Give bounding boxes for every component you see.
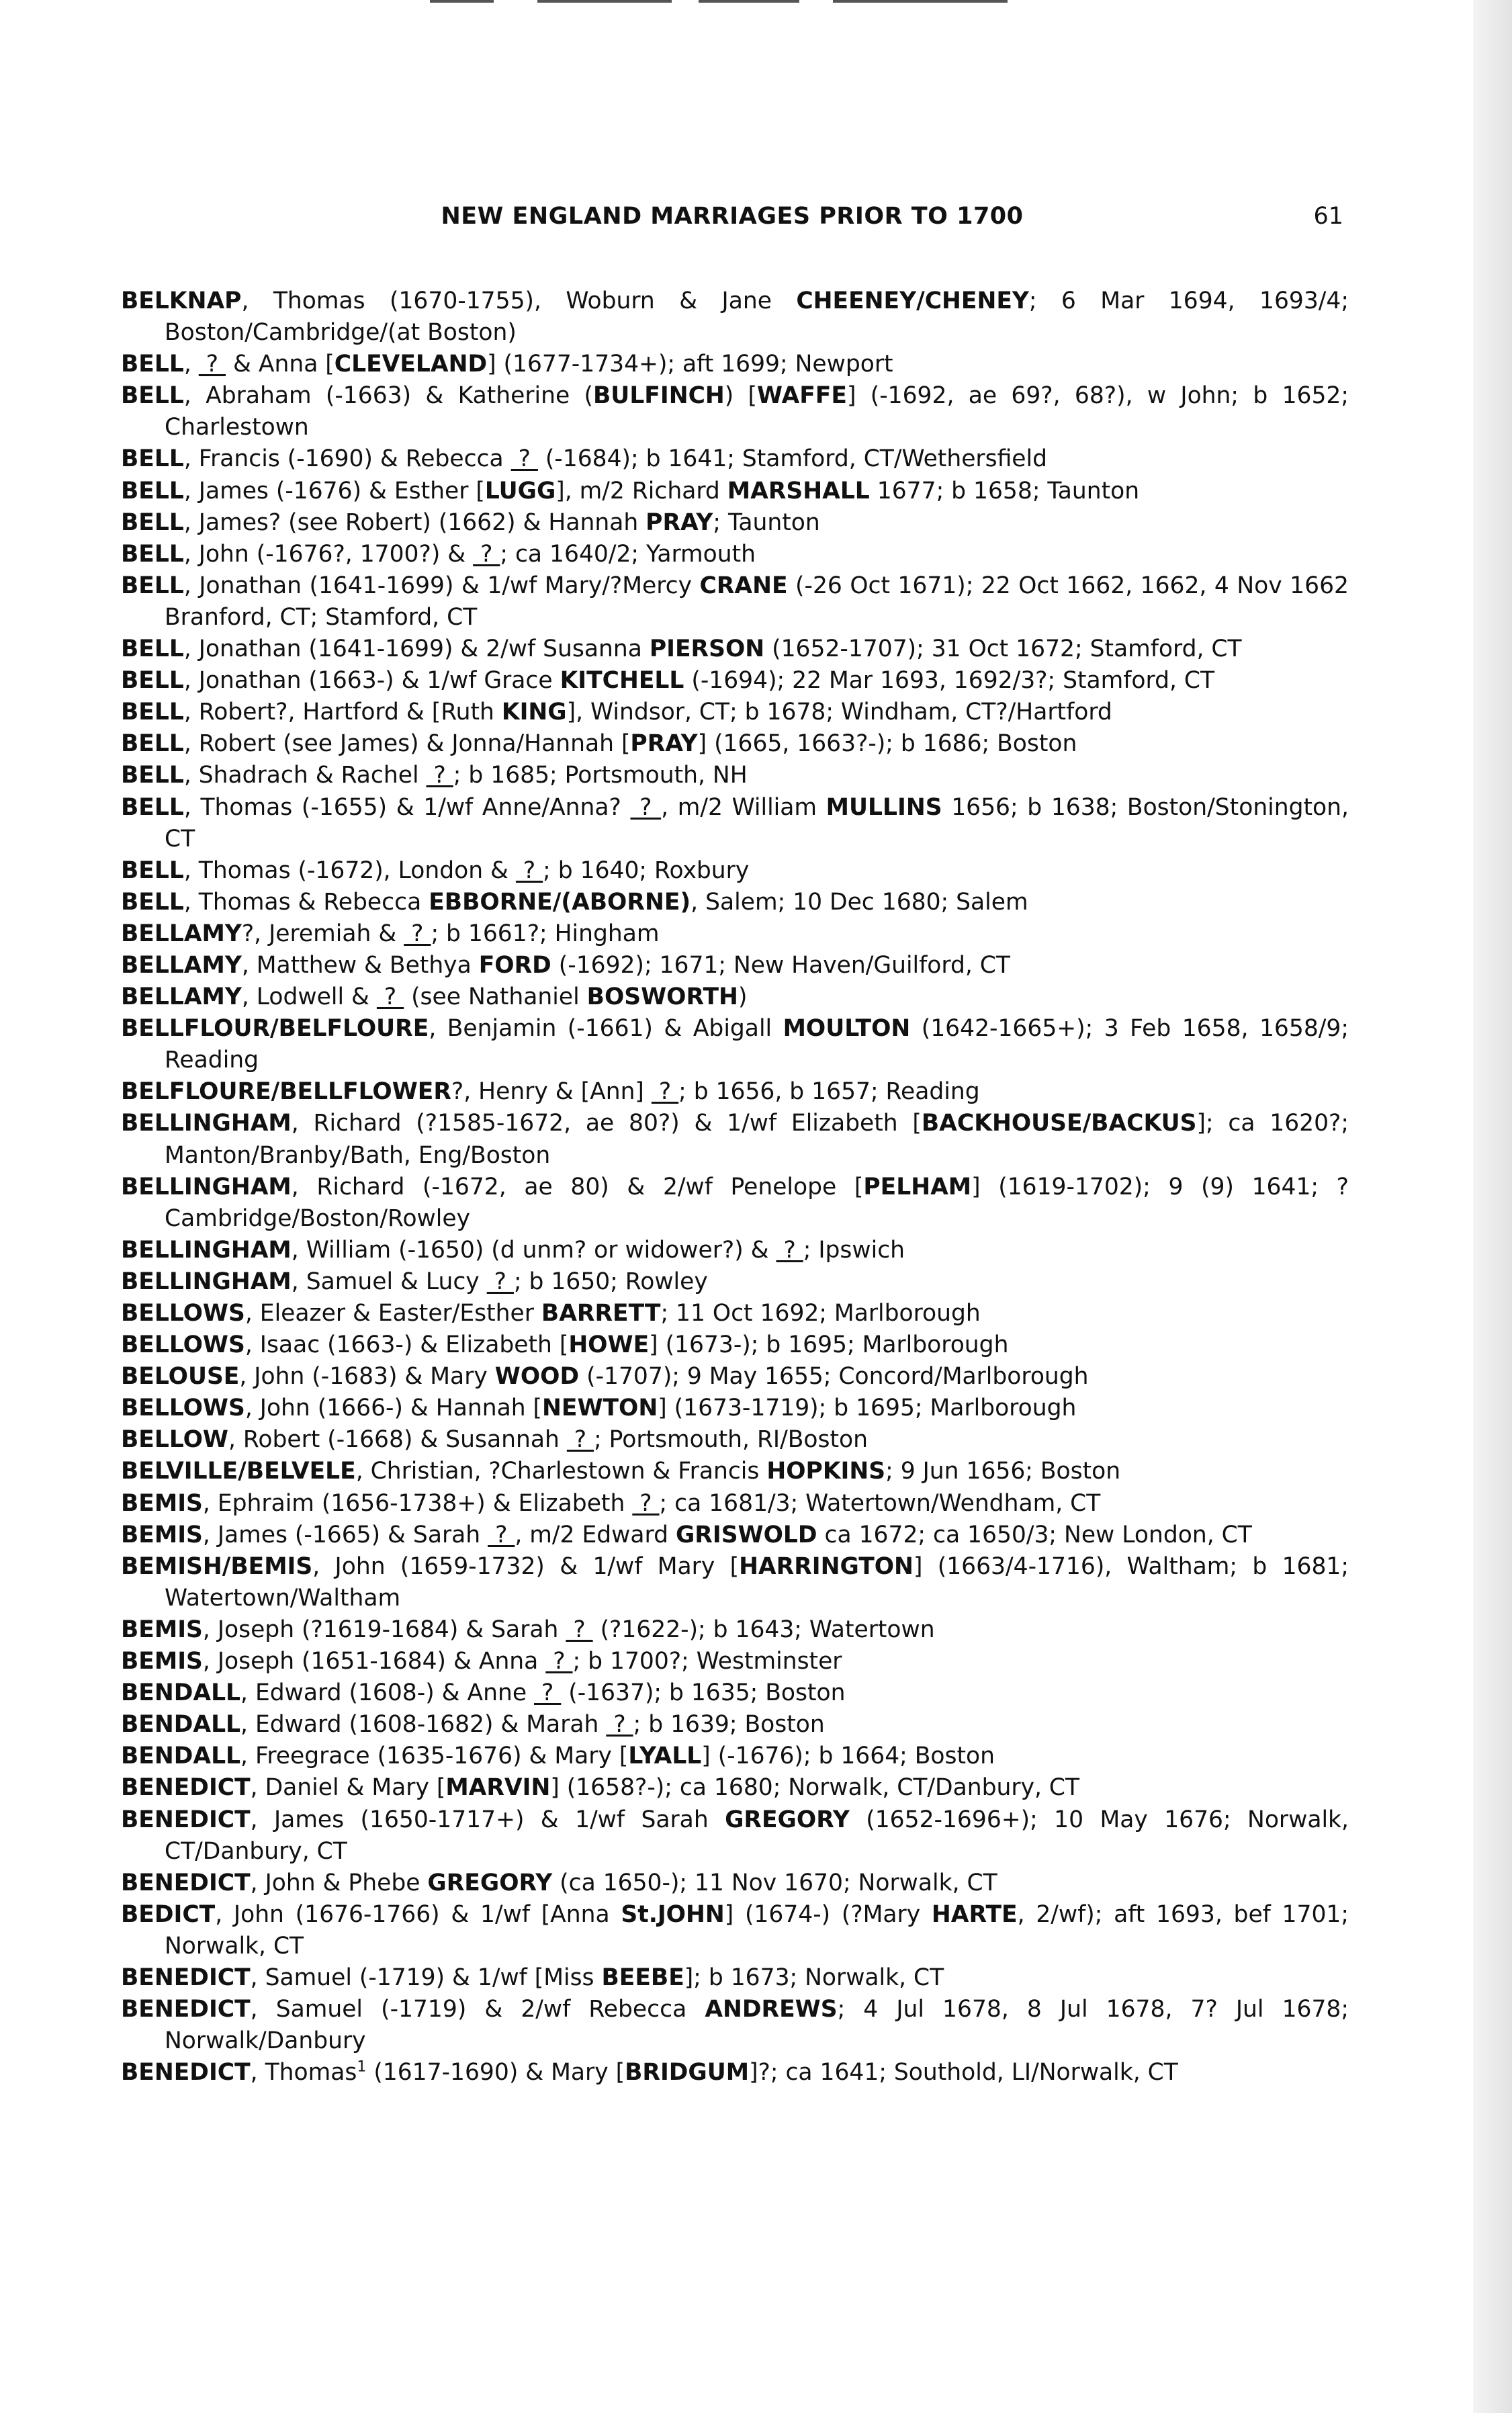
entry-text: 1677; b 1658; Taunton (869, 477, 1140, 504)
marriage-entry (121, 443, 1349, 475)
entry-text: ; Portsmouth, RI/Boston (594, 1426, 868, 1454)
surname: ANDREWS (705, 1996, 838, 2023)
surname: GREGORY (427, 1869, 553, 1896)
marriage-entry (121, 728, 1349, 760)
surname: BELL (121, 888, 184, 916)
unknown-name: ? (488, 1521, 515, 1548)
surname: BEMIS (121, 1616, 203, 1643)
entry-text: , Joseph (1651-1684) & Anna (202, 1648, 546, 1675)
entry-text: ] (-1676); b 1664; Boston (701, 1743, 995, 1770)
entry-text: ]; b 1673; Norwalk, CT (684, 1964, 944, 1991)
surname: BELLAMY (121, 951, 242, 979)
scan-edge-shadow (1473, 0, 1512, 2413)
unknown-name: ? (515, 857, 543, 884)
entry-text: , Salem; 10 Dec 1680; Salem (691, 888, 1028, 916)
surname: BELFLOURE/BELLFLOWER (121, 1078, 451, 1106)
surname: BELL (121, 762, 184, 789)
marriage-entry (121, 1804, 1349, 1868)
entry-text: , Abraham (-1663) & Katherine ( (183, 382, 594, 410)
entry-text: ; Taunton (713, 509, 820, 536)
surname: HARTE (931, 1900, 1018, 1928)
entry-text: ]; ca 1620?; Manton/Branby/Bath, Eng/Boston (165, 1110, 1349, 1169)
entry-text: , John (1676-1766) & 1/wf [Anna (215, 1900, 621, 1928)
surname: BELL (121, 699, 184, 726)
entry-text: , Thomas (-1655) & 1/wf Anne/Anna? (183, 793, 631, 821)
entry-text: (1652-1696+); 10 May 1676; Norwalk, CT/Danbury, CT (165, 1806, 1349, 1865)
marriage-entry (121, 476, 1349, 507)
marriage-entry (121, 887, 1349, 918)
entry-text: ?, Jeremiah & (241, 920, 404, 947)
entry-text: , John (1666-) & Hannah [ (244, 1395, 543, 1422)
marriage-entry (121, 697, 1349, 728)
marriage-entry (121, 1393, 1349, 1424)
entry-text: (-1637); b 1635; Boston (561, 1679, 846, 1707)
entry-text: , William (-1650) (d unm? or widower?) & (291, 1236, 776, 1264)
entry-text: ] (-1692, ae 69?, 68?), w John; b 1652; Charlestown (165, 382, 1349, 441)
unknown-name: ? (404, 920, 431, 947)
entry-text: , Samuel & Lucy (291, 1268, 487, 1295)
entry-text: ; 4 Jul 1678, 8 Jul 1678, 7? Jul 1678; Norwalk/Danbury (165, 1996, 1349, 2055)
entry-text: (-1694); 22 Mar 1693, 1692/3?; Stamford, CT (684, 667, 1215, 695)
entry-text: ; b 1640; Roxbury (543, 857, 750, 884)
marriage-entry (121, 1298, 1349, 1329)
marriage-entry (121, 665, 1349, 697)
entry-text: , Jonathan (1641-1699) & 2/wf Susanna (183, 635, 650, 663)
surname: KITCHELL (560, 667, 684, 695)
marriage-entry (121, 981, 1349, 1013)
entry-text: ], Windsor, CT; b 1678; Windham, CT?/Hartford (566, 699, 1112, 726)
marriage-entry (121, 1899, 1349, 1962)
surname: MULLINS (826, 793, 942, 821)
entry-text: (-1692); 1671; New Haven/Guilford, CT (551, 951, 1010, 979)
entry-text: ; b 1661?; Hingham (431, 920, 660, 947)
surname: BELLOWS (121, 1395, 245, 1422)
surname: BELOUSE (121, 1363, 240, 1391)
entry-text: , Ephraim (1656-1738+) & Elizabeth (202, 1489, 633, 1517)
unknown-name: ? (776, 1236, 803, 1264)
unknown-name: ? (630, 793, 662, 821)
surname: BELLOWS (121, 1300, 245, 1327)
entry-text: (-1707); 9 May 1655; Concord/Marlborough (579, 1363, 1089, 1391)
unknown-name: ? (632, 1489, 660, 1517)
entry-text: ; 11 Oct 1692; Marlborough (660, 1300, 981, 1327)
entry-text: ; b 1656, b 1657; Reading (678, 1078, 980, 1106)
marriage-entry (121, 918, 1349, 950)
entry-text: , James (1650-1717+) & 1/wf Sarah (250, 1806, 725, 1833)
entry-text: ca 1672; ca 1650/3; New London, CT (817, 1521, 1252, 1548)
marriage-entry (121, 1329, 1349, 1361)
entry-text: ] (1673-1719); b 1695; Marlborough (658, 1395, 1077, 1422)
surname: BELL (121, 635, 184, 663)
surname: WOOD (494, 1363, 580, 1391)
entry-text: ; Ipswich (803, 1236, 905, 1264)
entry-text: , Matthew & Bethya (241, 951, 479, 979)
unknown-name: ? (486, 1268, 514, 1295)
entry-text: (1617-1690) & Mary [ (366, 2059, 625, 2087)
entry-text: , Daniel & Mary [ (250, 1774, 446, 1802)
surname: St.JOHN (621, 1900, 725, 1928)
entry-text: , Robert (see James) & Jonna/Hannah [ (183, 730, 631, 758)
marriage-entry (121, 1361, 1349, 1393)
entry-text: (1652-1707); 31 Oct 1672; Stamford, CT (764, 635, 1242, 663)
surname: BEMISH/BEMIS (121, 1552, 313, 1580)
surname: BENDALL (121, 1711, 241, 1739)
marriage-entries-list (121, 286, 1349, 2089)
entry-text: ; 6 Mar 1694, 1693/4; Boston/Cambridge/(at Boston) (165, 288, 1349, 347)
entry-text: (-1684); b 1641; Stamford, CT/Wethersfield (537, 445, 1048, 473)
surname: BELL (121, 793, 184, 821)
surname: CHEENEY/CHENEY (796, 288, 1029, 314)
surname: BOSWORTH (586, 983, 738, 1011)
marriage-entry (121, 349, 1349, 380)
entry-text: , m/2 William (661, 793, 826, 821)
unknown-name: ? (473, 540, 500, 568)
entry-text: , Robert (-1668) & Susannah (228, 1426, 567, 1454)
marriage-entry (121, 1741, 1349, 1772)
entry-text: ; b 1650; Rowley (513, 1268, 708, 1295)
entry-text: ; b 1700?; Westminster (572, 1648, 842, 1675)
unknown-name: ? (198, 351, 226, 378)
marriage-entry (121, 286, 1349, 349)
entry-text: , Richard (-1672, ae 80) & 2/wf Penelope [ (291, 1173, 864, 1200)
surname: BEMIS (121, 1648, 203, 1675)
marriage-entry (121, 1962, 1349, 1994)
surname: NEWTON (542, 1395, 658, 1422)
entry-text: , John & Phebe (250, 1869, 428, 1896)
marriage-entry (121, 1868, 1349, 1899)
marriage-entry (121, 380, 1349, 443)
marriage-entry (121, 1994, 1349, 2057)
surname: BELLOWS (121, 1331, 245, 1359)
entry-text: , Freegrace (1635-1676) & Mary [ (240, 1743, 629, 1770)
marriage-entry (121, 1772, 1349, 1804)
page-header (121, 203, 1343, 236)
surname: BULFINCH (593, 382, 725, 410)
entry-text: , Christian, ?Charlestown & Francis (355, 1458, 767, 1485)
entry-text: , Robert?, Hartford & [Ruth (183, 699, 502, 726)
entry-text: , John (1659-1732) & 1/wf Mary [ (312, 1552, 740, 1580)
marriage-entry (121, 1013, 1349, 1076)
marriage-entry (121, 760, 1349, 791)
surname: PIERSON (649, 635, 765, 663)
surname: FORD (478, 951, 551, 979)
entry-text: ] (1658?-); ca 1680; Norwalk, CT/Danbury, CT (550, 1774, 1080, 1802)
entry-text: ) [ (724, 382, 758, 410)
entry-text: , Jonathan (1641-1699) & 1/wf Mary/?Mercy (183, 572, 700, 599)
entry-text: , Samuel (-1719) & 2/wf Rebecca (250, 1996, 705, 2023)
entry-text: ; ca 1640/2; Yarmouth (500, 540, 756, 568)
surname: BELLINGHAM (121, 1268, 292, 1295)
marriage-entry (121, 855, 1349, 887)
entry-text: , James (-1676) & Esther [ (183, 477, 485, 504)
surname: GRISWOLD (675, 1521, 817, 1548)
marriage-entry (121, 792, 1349, 855)
surname: BEEBE (601, 1964, 684, 1991)
surname: BEMIS (121, 1521, 203, 1548)
entry-text: ] (1619-1702); 9 (9) 1641; ?Cambridge/Boston/Rowley (165, 1173, 1349, 1232)
marriage-entry (121, 1677, 1349, 1709)
entry-text: , Jonathan (1663-) & 1/wf Grace (183, 667, 560, 695)
entry-text: , Thomas (250, 2059, 357, 2087)
surname: CRANE (699, 572, 788, 599)
entry-text: , Eleazer & Easter/Esther (244, 1300, 541, 1327)
entry-text: , 2/wf); aft 1693, bef 1701; Norwalk, CT (165, 1900, 1349, 1960)
surname: BELL (121, 509, 184, 536)
surname: PRAY (630, 730, 698, 758)
surname: GREGORY (725, 1806, 850, 1833)
surname: BELVILLE/BELVELE (121, 1458, 356, 1485)
surname: BELL (121, 572, 184, 599)
entry-text: , Shadrach & Rachel (183, 762, 427, 789)
surname: BELL (121, 730, 184, 758)
marriage-entry (121, 507, 1349, 539)
surname: BELKNAP (121, 288, 242, 314)
marriage-entry (121, 1266, 1349, 1298)
entry-text: ]?; ca 1641; Southold, LI/Norwalk, CT (749, 2059, 1178, 2087)
surname: PRAY (646, 509, 713, 536)
unknown-name: ? (606, 1711, 633, 1739)
entry-text: , Samuel (-1719) & 1/wf [Miss (250, 1964, 602, 1991)
surname: BELLAMY (121, 983, 242, 1011)
entry-text: , Edward (1608-) & Anne (240, 1679, 535, 1707)
surname: BELL (121, 667, 184, 695)
unknown-name: ? (426, 762, 453, 789)
surname: BENEDICT (121, 1774, 251, 1802)
surname: BEMIS (121, 1489, 203, 1517)
surname: BENEDICT (121, 1869, 251, 1896)
surname: BELL (121, 540, 184, 568)
page-number: 61 (1313, 203, 1343, 230)
marriage-entry (121, 2057, 1349, 2089)
marriage-entry (121, 1614, 1349, 1646)
marriage-entry (121, 1424, 1349, 1456)
surname: BELLINGHAM (121, 1236, 292, 1264)
entry-text: ; ca 1681/3; Watertown/Wendham, CT (659, 1489, 1101, 1517)
entry-text: , m/2 Edward (515, 1521, 676, 1548)
surname: BELLINGHAM (121, 1173, 292, 1200)
entry-text: (1642-1665+); 3 Feb 1658, 1658/9; Reading (165, 1015, 1349, 1074)
entry-text: , Thomas (1670-1755), Woburn & Jane (241, 288, 797, 314)
surname: BENEDICT (121, 1806, 251, 1833)
marriage-entry (121, 1709, 1349, 1741)
surname: BELL (121, 351, 184, 378)
unknown-name: ? (566, 1616, 593, 1643)
surname: BACKHOUSE/BACKUS (921, 1110, 1197, 1137)
surname: BENEDICT (121, 2059, 251, 2087)
entry-text: , (183, 351, 199, 378)
surname: BELLAMY (121, 920, 242, 947)
surname: BARRETT (541, 1300, 661, 1327)
surname: MOULTON (783, 1015, 911, 1043)
marriage-entry (121, 1076, 1349, 1108)
surname: EBBORNE/(ABORNE) (429, 888, 691, 916)
entry-text: ; b 1639; Boston (633, 1711, 825, 1739)
entry-text: , James (-1665) & Sarah (202, 1521, 488, 1548)
marriage-entry (121, 1172, 1349, 1235)
surname: BELL (121, 445, 184, 473)
entry-text: , Richard (?1585-1672, ae 80?) & 1/wf Elizabeth [ (291, 1110, 922, 1137)
surname: BELL (121, 382, 184, 410)
entry-text: ] (1677-1734+); aft 1699; Newport (487, 351, 893, 378)
entry-text: , John (-1683) & Mary (239, 1363, 495, 1391)
entry-text: , Isaac (1663-) & Elizabeth [ (244, 1331, 569, 1359)
surname: HARRINGTON (739, 1552, 914, 1580)
unknown-name: ? (376, 983, 404, 1011)
entry-text: , Thomas & Rebecca (183, 888, 429, 916)
entry-text: (see Nathaniel (404, 983, 587, 1011)
surname: MARSHALL (727, 477, 870, 504)
entry-text: , Francis (-1690) & Rebecca (183, 445, 511, 473)
surname: BRIDGUM (625, 2059, 750, 2087)
surname: MARVIN (445, 1774, 551, 1802)
entry-text: ], m/2 Richard (555, 477, 727, 504)
marriage-entry (121, 950, 1349, 981)
surname: BENEDICT (121, 1996, 251, 2023)
footnote-marker: 1 (357, 2058, 367, 2076)
entry-text: , Lodwell & (241, 983, 377, 1011)
entry-text: , Benjamin (-1661) & Abigall (429, 1015, 783, 1043)
entry-text: ; 9 Jun 1656; Boston (885, 1458, 1121, 1485)
surname: BENDALL (121, 1679, 241, 1707)
running-title: NEW ENGLAND MARRIAGES PRIOR TO 1700 (441, 203, 1024, 230)
surname: WAFFE (757, 382, 847, 410)
entry-text: (ca 1650-); 11 Nov 1670; Norwalk, CT (552, 1869, 997, 1896)
surname: BENDALL (121, 1743, 241, 1770)
unknown-name: ? (566, 1426, 594, 1454)
unknown-name: ? (651, 1078, 679, 1106)
unknown-name: ? (510, 445, 538, 473)
scan-top-marks (430, 0, 1008, 4)
marriage-entry (121, 633, 1349, 665)
surname: LUGG (484, 477, 556, 504)
surname: HOWE (568, 1331, 650, 1359)
entry-text: (?1622-); b 1643; Watertown (592, 1616, 935, 1643)
marriage-entry (121, 1488, 1349, 1520)
surname: BELL (121, 477, 184, 504)
surname: BELLOW (121, 1426, 228, 1454)
entry-text: & Anna [ (226, 351, 335, 378)
entry-text: ] (1674-) (?Mary (724, 1900, 932, 1928)
surname: HOPKINS (766, 1458, 886, 1485)
entry-text: ) (738, 983, 748, 1011)
marriage-entry (121, 570, 1349, 633)
marriage-entry (121, 1646, 1349, 1677)
surname: BELLINGHAM (121, 1110, 292, 1137)
entry-text: ] (1665, 1663?-); b 1686; Boston (697, 730, 1077, 758)
marriage-entry (121, 1235, 1349, 1266)
entry-text: 1656; b 1638; Boston/Stonington, CT (165, 793, 1349, 852)
surname: CLEVELAND (334, 351, 488, 378)
surname: KING (501, 699, 567, 726)
unknown-name: ? (545, 1648, 573, 1675)
entry-text: ] (1663/4-1716), Waltham; b 1681; Watertown/Waltham (165, 1552, 1349, 1612)
entry-text: ; b 1685; Portsmouth, NH (453, 762, 748, 789)
surname: BEDICT (121, 1900, 216, 1928)
surname: BENEDICT (121, 1964, 251, 1991)
entry-text: , James? (see Robert) (1662) & Hannah (183, 509, 646, 536)
entry-text: ?, Henry & [Ann] (451, 1078, 652, 1106)
marriage-entry (121, 1551, 1349, 1614)
surname: PELHAM (863, 1173, 972, 1200)
entry-text: (-26 Oct 1671); 22 Oct 1662, 1662, 4 Nov 1662 Branford, CT; Stamford, CT (165, 572, 1349, 631)
marriage-entry (121, 1108, 1349, 1171)
entry-text: , Thomas (-1672), London & (183, 857, 516, 884)
entry-text: , Edward (1608-1682) & Marah (240, 1711, 607, 1739)
marriage-entry (121, 1520, 1349, 1551)
unknown-name: ? (534, 1679, 562, 1707)
surname: LYALL (628, 1743, 702, 1770)
entry-text: , John (-1676?, 1700?) & (183, 540, 474, 568)
entry-text: , Joseph (?1619-1684) & Sarah (202, 1616, 566, 1643)
marriage-entry (121, 1456, 1349, 1487)
entry-text: ] (1673-); b 1695; Marlborough (649, 1331, 1009, 1359)
surname: BELL (121, 857, 184, 884)
surname: BELLFLOUR/BELFLOURE (121, 1015, 429, 1043)
marriage-entry (121, 539, 1349, 570)
